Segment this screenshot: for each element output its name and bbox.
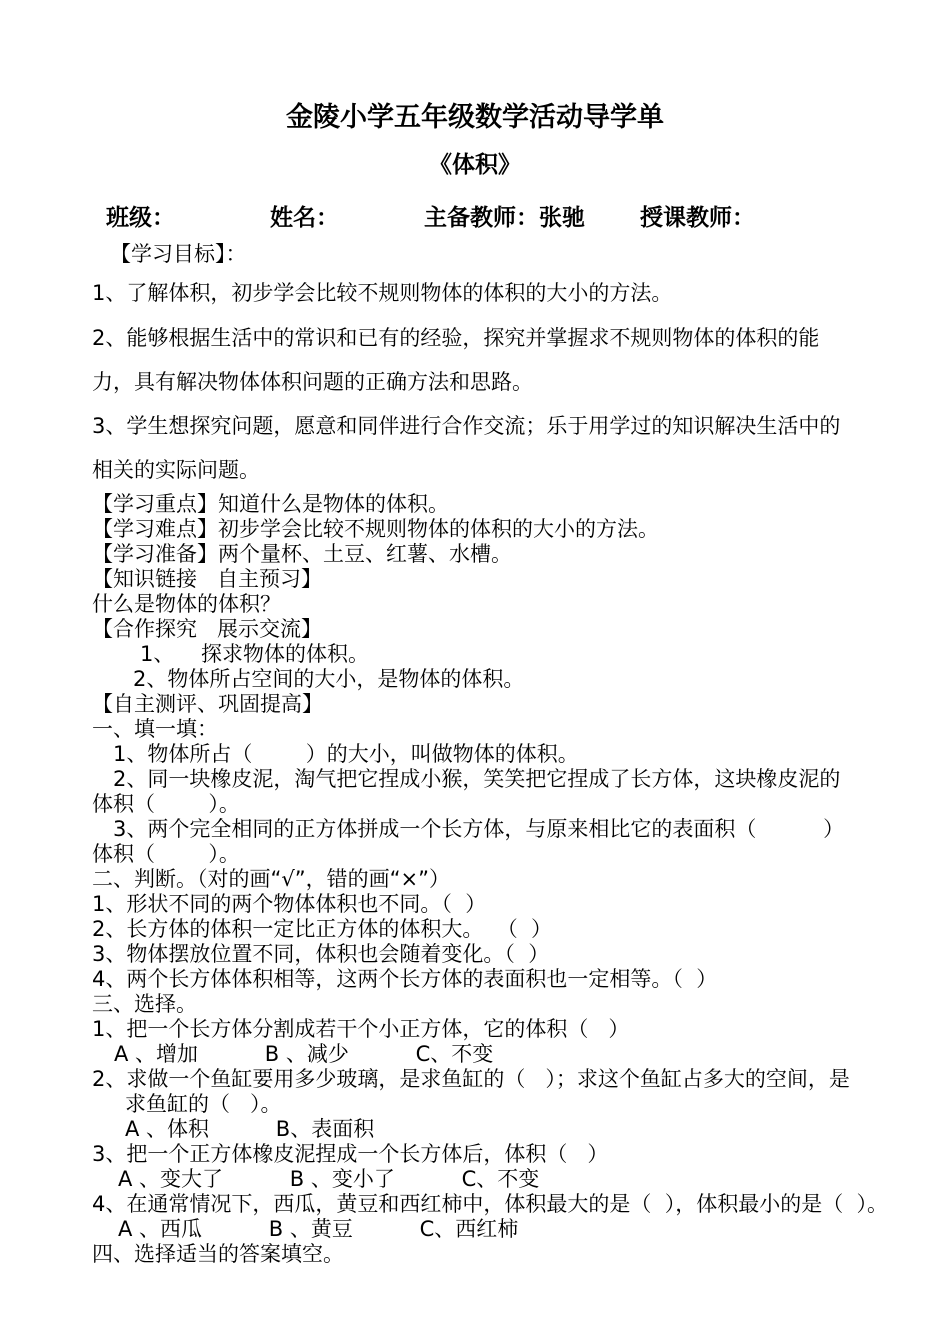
choice-question-1-options: A 、增加 B 、减少 C、不变 [114,1042,494,1066]
key-point: 【学习重点】知道什么是物体的体积。 [92,492,449,516]
choice-question-4: 4、在通常情况下，西瓜，黄豆和西红柿中，体积最大的是（ ），体积最小的是（ ）。 [92,1192,889,1216]
fill-question-3-line-2: 体积（ ）。 [92,842,240,866]
judge-question-3: 3、物体摆放位置不同，体积也会随着变化。（ ） [92,942,550,966]
preview-question: 什么是物体的体积？ [92,592,281,616]
fill-heading: 一、填一填： [92,717,218,741]
preparation: 【学习准备】两个量杯、土豆、红薯、水槽。 [92,542,512,566]
difficulty-point: 【学习难点】初步学会比较不规则物体的体积的大小的方法。 [92,517,659,541]
choice-question-2-line-1: 2、求做一个鱼缸要用多少玻璃，是求鱼缸的（ ）；求这个鱼缸占多大的空间，是 [92,1067,850,1091]
goal-1: 1、了解体积，初步学会比较不规则物体的体积的大小的方法。 [92,281,673,305]
goal-3-line-2: 相关的实际问题。 [92,458,260,482]
choice-heading: 三、选择。 [92,992,197,1016]
choice-question-4-options: A 、西瓜 B 、黄豆 C、西红柿 [118,1217,519,1241]
goals-heading: 【学习目标】： [110,242,247,266]
choice-question-2-line-2: 求鱼缸的（ ）。 [125,1092,282,1116]
lecture-teacher-label: 授课教师： [640,205,755,231]
knowledge-link-heading: 【知识链接 自主预习】 [92,567,323,591]
fill-question-2-line-2: 体积（ ）。 [92,792,240,816]
class-label: 班级： [106,205,175,231]
cooperation-item-1: 1、 探求物体的体积。 [140,642,370,666]
cooperation-item-2: 2、物体所占空间的大小，是物体的体积。 [133,667,525,691]
main-teacher-label: 主备教师：张驰 [424,205,585,231]
name-label: 姓名： [270,205,339,231]
judge-question-1: 1、形状不同的两个物体体积也不同。（ ） [92,892,487,916]
self-test-heading: 【自主测评、巩固提高】 [92,692,323,716]
choice-question-3-options: A 、变大了 B 、变小了 C、不变 [118,1167,540,1191]
page-title: 金陵小学五年级数学活动导学单 [286,102,664,133]
judge-question-2: 2、长方体的体积一定比正方体的体积大。 （ ） [92,917,553,941]
judge-heading: 二、判断。（对的画“√”，错的画“×”） [92,867,450,891]
goal-3-line-1: 3、学生想探究问题，愿意和同伴进行合作交流；乐于用学过的知识解决生活中的 [92,414,841,438]
judge-question-4: 4、两个长方体体积相等，这两个长方体的表面积也一定相等。（ ） [92,967,718,991]
cooperation-heading: 【合作探究 展示交流】 [92,617,323,641]
fill-question-2-line-1: 2、同一块橡皮泥，淘气把它捏成小猴，笑笑把它捏成了长方体，这块橡皮泥的 [113,767,841,791]
choice-question-2-options: A 、体积 B、表面积 [125,1117,375,1141]
choice-question-3: 3、把一个正方体橡皮泥捏成一个长方体后，体积（ ） [92,1142,609,1166]
fill-question-1: 1、物体所占（ ）的大小，叫做物体的体积。 [113,742,579,766]
fill-question-3-line-1: 3、两个完全相同的正方体拼成一个长方体，与原来相比它的表面积（ ） [113,817,845,841]
goal-2-line-2: 力，具有解决物体体积问题的正确方法和思路。 [92,370,533,394]
choice-question-1: 1、把一个长方体分割成若干个小正方体，它的体积（ ） [92,1017,630,1041]
goal-2-line-1: 2、能够根据生活中的常识和已有的经验，探究并掌握求不规则物体的体积的能 [92,326,820,350]
page-subtitle: 《体积》 [429,152,521,178]
fill-choose-heading: 四、选择适当的答案填空。 [92,1242,344,1266]
